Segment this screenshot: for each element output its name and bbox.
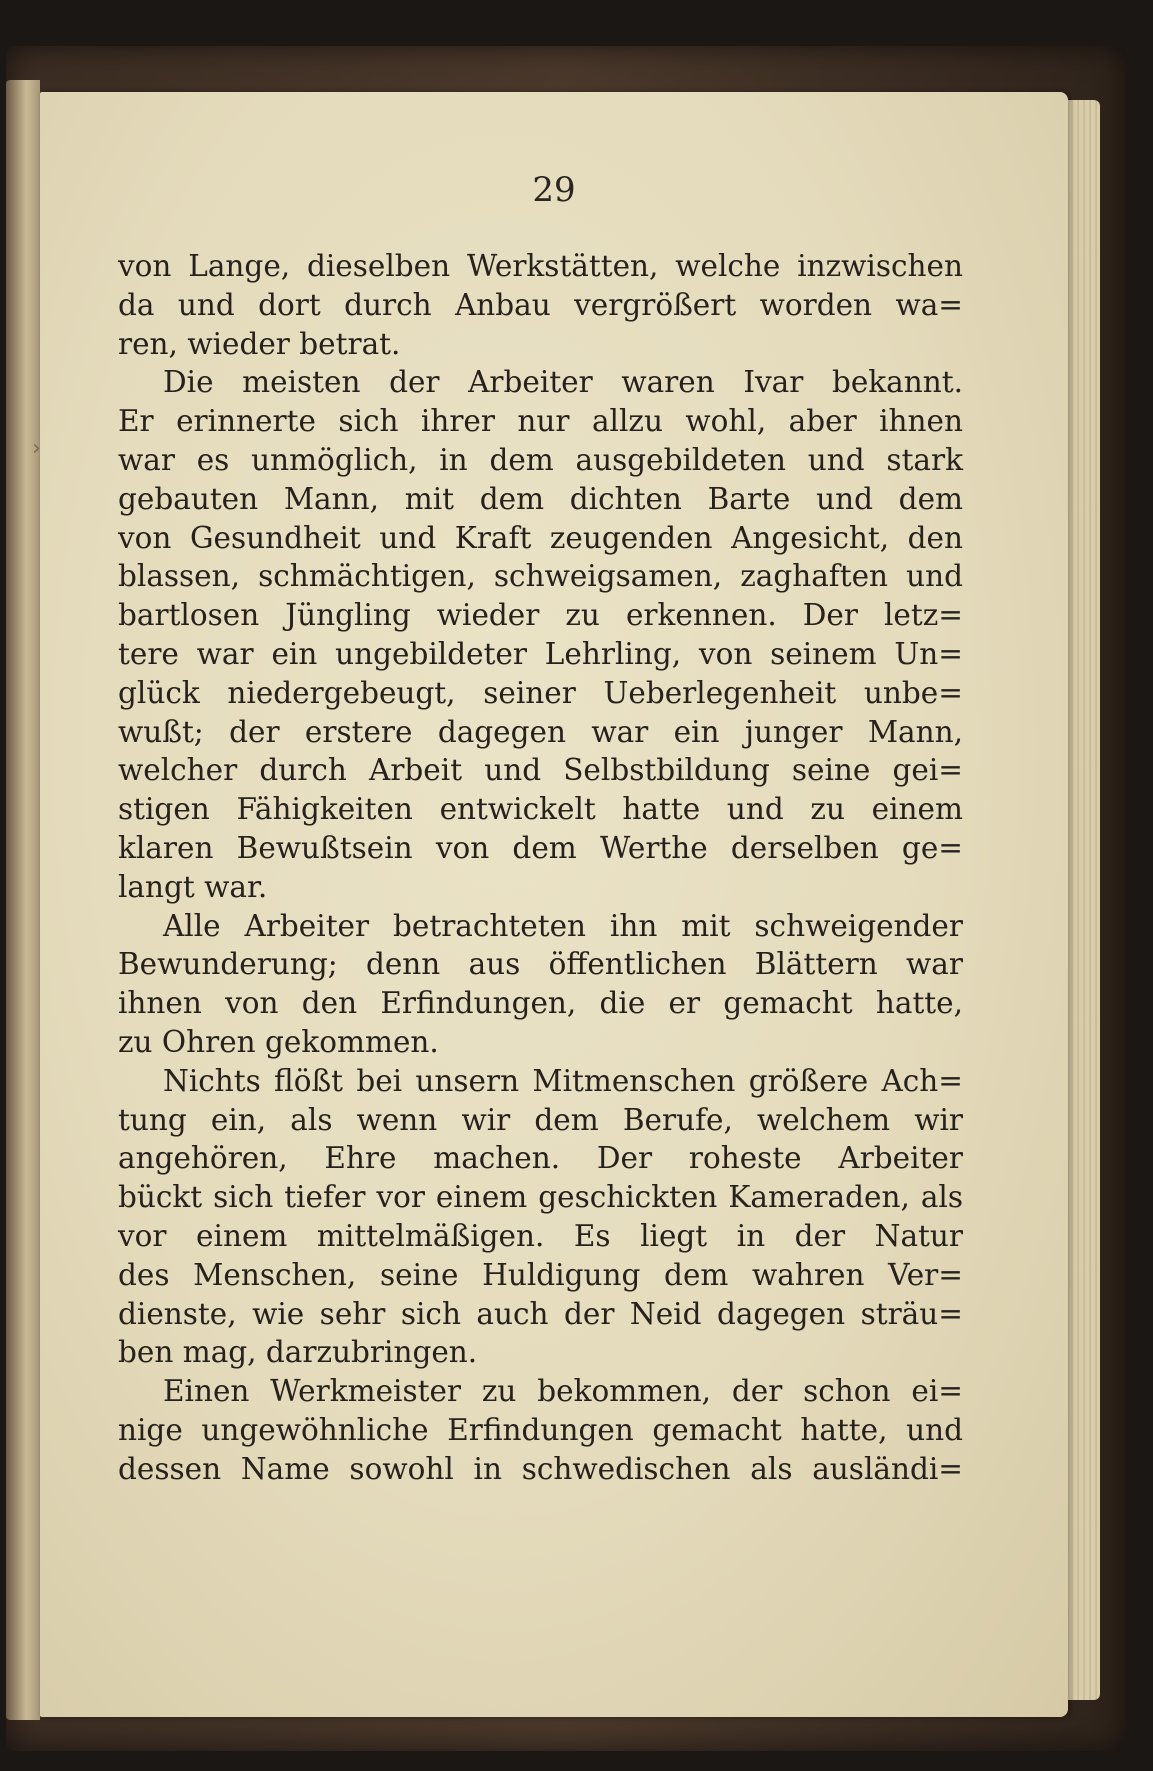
text-line: glück niedergebeugt, seiner Ueberlegenheit unbe= [118, 675, 963, 710]
page-number: 29 [532, 170, 576, 210]
text-line: tere war ein ungebildeter Lehrling, von seinem Un= [118, 636, 963, 671]
text-line: zu Ohren gekommen. [118, 1024, 439, 1059]
text-line: bartlosen Jüngling wieder zu erkennen. Der letz= [118, 598, 963, 633]
text-line: von Gesundheit und Kraft zeugenden Angesicht, den [118, 520, 963, 555]
page-text [118, 247, 963, 1489]
text-line: ihnen von den Erfindungen, die er gemacht hatte, [118, 986, 963, 1021]
text-line: Bewunderung; denn aus öffentlichen Blättern war [118, 947, 963, 982]
book-page [40, 92, 1068, 1717]
text-line: des Menschen, seine Huldigung dem wahren Ver= [118, 1257, 963, 1292]
text-line: tung ein, als wenn wir dem Berufe, welchem wir [118, 1102, 963, 1137]
text-line: langt war. [118, 869, 268, 904]
text-line: bückt sich tiefer vor einem geschickten Kameraden, als [118, 1180, 963, 1215]
text-line: da und dort durch Anbau vergrößert worden wa= [118, 287, 963, 322]
text-line: angehören, Ehre machen. Der roheste Arbeiter [118, 1141, 963, 1176]
text-line: Einen Werkmeister zu bekommen, der schon ei= [163, 1374, 963, 1409]
text-line: von Lange, dieselben Werkstätten, welche inzwischen [118, 249, 963, 283]
text-line: ben mag, darzubringen. [118, 1335, 478, 1370]
text-line: Er erinnerte sich ihrer nur allzu wohl, aber ihnen [118, 404, 963, 439]
text-line: vor einem mittelmäßigen. Es liegt in der Natur [118, 1218, 963, 1253]
left-page-edge [6, 80, 40, 1720]
text-line: klaren Bewußtsein von dem Werthe derselben ge= [118, 830, 963, 865]
margin-mark-left: › [32, 436, 41, 461]
text-line: Nichts flößt bei unsern Mitmenschen größere Ach= [163, 1063, 963, 1098]
text-line: war es unmöglich, in dem ausgebildeten und stark [118, 442, 963, 477]
text-line: gebauten Mann, mit dem dichten Barte und dem [118, 481, 963, 516]
text-line: blassen, schmächtigen, schweigsamen, zaghaften und [118, 559, 963, 594]
text-line: Die meisten der Arbeiter waren Ivar bekannt. [163, 365, 963, 400]
text-line: wußt; der erstere dagegen war ein junger Mann, [118, 714, 963, 749]
text-line: stigen Fähigkeiten entwickelt hatte und zu einem [118, 792, 963, 827]
text-line: dienste, wie sehr sich auch der Neid dagegen sträu= [118, 1296, 963, 1331]
text-line: Alle Arbeiter betrachteten ihn mit schweigender [163, 908, 963, 943]
text-line: welcher durch Arbeit und Selbstbildung seine gei= [118, 753, 963, 788]
text-line: ren, wieder betrat. [118, 326, 401, 361]
text-line: nige ungewöhnliche Erfindungen gemacht hatte, und [118, 1412, 963, 1447]
text-line: dessen Name sowohl in schwedischen als ausländi= [118, 1451, 963, 1486]
